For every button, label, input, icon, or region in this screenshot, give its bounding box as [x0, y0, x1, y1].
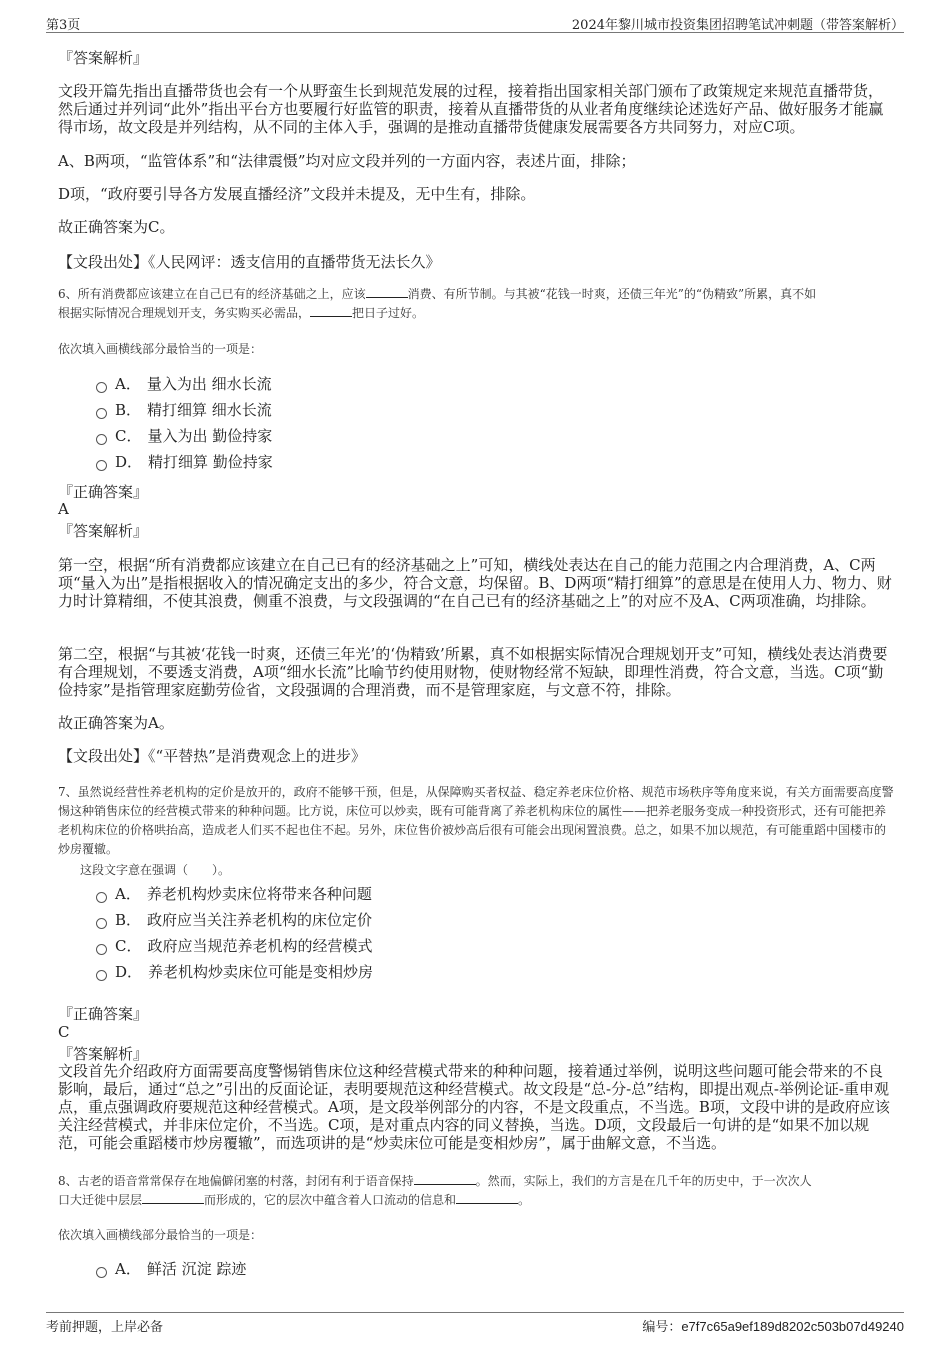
- q6-option-a[interactable]: A． 量入为出 细水长流: [96, 374, 272, 394]
- blank-line: [142, 1191, 204, 1204]
- q6-answer: A: [58, 500, 69, 518]
- page-header: [46, 12, 904, 33]
- q5-analysis: 文段开篇先指出直播带货也会有一个从野蛮生长到规范发展的过程，接着指出国家相关部门颁布了政策规定来规范直播带货，然后通过并列词“此外”指出平台方也要履行好监管的职责，接着从直播带货的从业者角度继续论述选好产品、做好服务才能赢得市场，故文段是并列结构，从不同的主体入手，强调的是推动直播带货健康发展需要各方共同努力，对应C项。: [58, 82, 884, 136]
- footer-slogan: 考前押题，上岸必备: [46, 1320, 164, 1335]
- page-number: 第3页: [46, 18, 81, 33]
- q6-conclusion: 故正确答案为A。: [58, 714, 174, 732]
- q7-analysis-label: 『答案解析』: [58, 1045, 149, 1063]
- q8-stem: 8、古老的语音常常保存在地偏僻闭塞的村落，封闭有利于语音保持 。然而，实际上，我们的方言是在几千年的历史中，于一次次人 口大迁徙中层层 而形成的，它的层次中蕴含着人口流动的信息和 。: [58, 1174, 812, 1207]
- q8-option-a[interactable]: A． 鲜活 沉淀 踪迹: [96, 1259, 246, 1279]
- q7-analysis: 文段首先介绍政府方面需要高度警惕销售床位这种经营模式带来的种种问题，接着通过举例，说明这些问题可能会带来的不良影响，最后，通过“总之”引出的反面论证，表明要规范这种经营模式。故文段是“总-分-总”结构，即提出观点-举例论证-重申观点，重点强调政府要规范这种经营模式。A项，是文段举例部分的内容，不是文段重点，不当选。B项，文段中讲的是政府应该关注经营模式，并非床位定价，不当选。C项，是对重点内容的同义替换，当选。D项，文段最后一句讲的是“如果不加以规范，可能会重蹈楼市炒房覆辙”，而选项讲的是“炒卖床位可能是变相炒房”，属于曲解文意，不当选。: [58, 1062, 890, 1152]
- page-footer: [46, 1312, 904, 1333]
- q5-source: 【文段出处】《人民网评：透支信用的直播带货无法长久》: [58, 253, 441, 271]
- q6-prompt: 依次填入画横线部分最恰当的一项是：: [58, 342, 263, 356]
- q7-stem: 7、虽然说经营性养老机构的定价是放开的，政府不能够干预，但是，从保障购买者权益、稳定养老床位价格、规范市场秩序等角度来说，有关方面需要高度警惕这种销售床位的经营模式带来的种种问题。比方说，床位可以炒卖，既有可能背离了养老机构床位的属性——把养老服务变成一种投资形式，还有可能把养老机构床位的价格哄抬高，造成老人们买不起也住不起。另外，床位售价被炒高后很有可能会出现闲置浪费。总之，如果不加以规范，有可能重蹈中国楼市的炒房覆辙。: [58, 785, 894, 856]
- blank-line: [414, 1172, 476, 1185]
- q5-analysis-ab: A、B两项，“监管体系”和“法律震慑”均对应文段并列的一方面内容，表述片面，排除；: [58, 152, 636, 170]
- q6-source: 【文段出处】《“平替热”是消费观念上的进步》: [58, 747, 366, 765]
- document-title: 2024年黎川城市投资集团招聘笔试冲刺题（带答案解析）: [571, 18, 904, 33]
- q6-answer-label: 『正确答案』: [58, 483, 149, 501]
- radio-button-icon[interactable]: [96, 460, 107, 471]
- q7-prompt: 这段文字意在强调（ ）。: [80, 863, 231, 877]
- q7-answer-label: 『正确答案』: [58, 1005, 149, 1023]
- radio-button-icon[interactable]: [96, 382, 107, 393]
- blank-line: [310, 304, 352, 317]
- q6-option-d[interactable]: D． 精打细算 勤俭持家: [96, 452, 273, 472]
- q7-option-d[interactable]: D． 养老机构炒卖床位可能是变相炒房: [96, 962, 373, 982]
- radio-button-icon[interactable]: [96, 892, 107, 903]
- radio-button-icon[interactable]: [96, 408, 107, 419]
- q6-analysis-2: 第二空，根据“与其被‘花钱一时爽，还债三年光’的‘伪精致’所累，真不如根据实际情况合理规划开支”可知，横线处表达消费要有合理规划，不要透支消费，A项“细水长流”比喻节约使用财物，使财物经常不短缺，即理性消费，符合文意，当选。C项“勤俭持家”是指管理家庭勤劳俭省，文段强调的合理消费，而不是管理家庭，与文意不符，排除。: [58, 645, 888, 699]
- q7-option-b[interactable]: B． 政府应当关注养老机构的床位定价: [96, 910, 372, 930]
- radio-button-icon[interactable]: [96, 918, 107, 929]
- radio-button-icon[interactable]: [96, 944, 107, 955]
- q6-analysis-label: 『答案解析』: [58, 522, 149, 540]
- radio-button-icon[interactable]: [96, 434, 107, 445]
- q6-option-c[interactable]: C． 量入为出 勤俭持家: [96, 426, 272, 446]
- q7-option-a[interactable]: A． 养老机构炒卖床位将带来各种问题: [96, 884, 372, 904]
- q5-analysis-d: D项，“政府要引导各方发展直播经济”文段并未提及，无中生有，排除。: [58, 185, 536, 203]
- q6-analysis-1: 第一空，根据“所有消费都应该建立在自己已有的经济基础之上”可知，横线处表达在自己的能力范围之内合理消费，A、C两项“量入为出”是指根据收入的情况确定支出的多少，符合文意，均保留。B、D两项“精打细算”的意思是在使用人力、物力、财力时计算精细，不使其浪费，侧重不浪费，与文段强调的“在自己已有的经济基础之上”的对应不及A、C两项准确，均排除。: [58, 556, 892, 610]
- q5-analysis-label: 『答案解析』: [58, 49, 149, 67]
- radio-button-icon[interactable]: [96, 1267, 107, 1278]
- document-id: 编号：e7f7c65a9ef189d8202c503b07d49240: [642, 1319, 904, 1335]
- q6-stem: 6、所有消费都应该建立在自己已有的经济基础之上，应该 消费、有所节制。与其被“花钱一时爽，还债三年光”的“伪精致”所累，真不如 根据实际情况合理规划开支，务实购买必需品， 把日子过好。: [58, 287, 817, 320]
- q5-conclusion: 故正确答案为C。: [58, 218, 175, 236]
- q8-prompt: 依次填入画横线部分最恰当的一项是：: [58, 1228, 263, 1242]
- blank-line: [456, 1191, 518, 1204]
- q6-option-b[interactable]: B． 精打细算 细水长流: [96, 400, 272, 420]
- radio-button-icon[interactable]: [96, 970, 107, 981]
- blank-line: [366, 285, 408, 298]
- q7-option-c[interactable]: C． 政府应当规范养老机构的经营模式: [96, 936, 373, 956]
- q7-answer: C: [58, 1023, 70, 1041]
